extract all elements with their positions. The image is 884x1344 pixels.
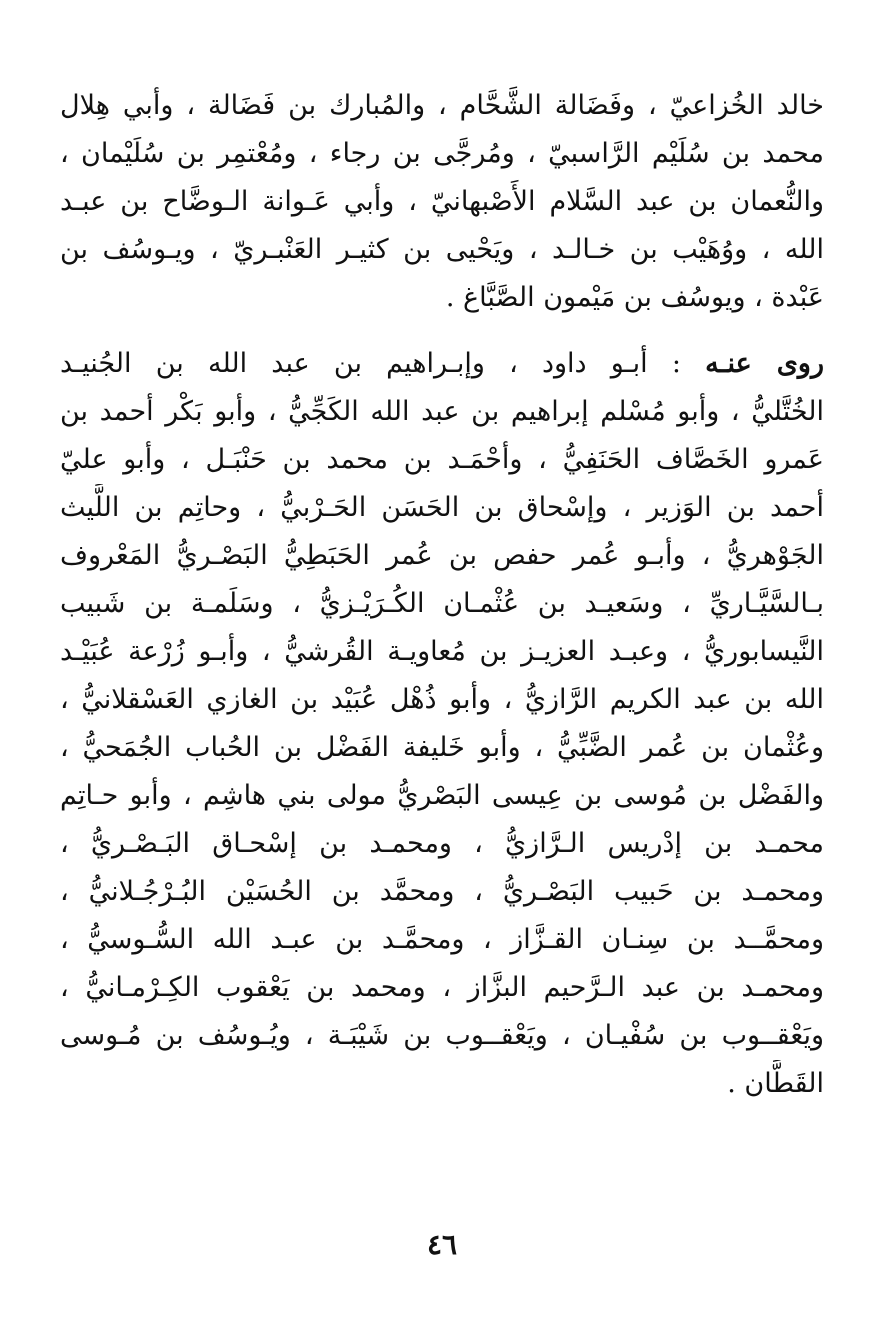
text-line: القَطَّان . [727, 1068, 824, 1099]
text-line: الله ، ووُهَيْب بن خـالـد ، ويَحْيى بن كثيـر العَنْبـريّ ، ويـوسُف بن [60, 234, 824, 265]
text-line: الجَوْهريُّ ، وأبـو عُمر حفص بن عُمر الحَبَطِيُّ البَصْـريُّ المَعْروف [60, 540, 824, 571]
text-line: عَبْدة ، ويوسُف بن مَيْمون الصَّبَّاغ . [445, 282, 824, 313]
text-line: محمـد بن إدْريس الـرَّازيُّ ، ومحمـد بن إسْحـاق البَـصْـريُّ ، [60, 828, 824, 859]
page-number: ٤٦ [426, 1228, 458, 1261]
text-line: عَمرو الخَصَّاف الحَنَفِيُّ ، وأحْمَـد بن محمد بن حَنْبَـل ، وأبو عليّ [60, 444, 824, 475]
text-line: النَّيسابوريُّ ، وعبـد العزيـز بن مُعاويـة القُرشيُّ ، وأبـو زُرْعة عُبَيْـد [60, 636, 824, 667]
paragraph-narrators [60, 340, 824, 1108]
text-line-first [60, 340, 824, 388]
section-label: روى عنـه [705, 348, 824, 379]
text-line: ويَعْقــوب بن سُفْيـان ، ويَعْقــوب بن شَيْبَـة ، ويُـوسُف بن مُـوسى [60, 1020, 824, 1051]
text-line-rest: : أبـو داود ، وإبـراهيم بن عبد الله بن الجُنيـد [60, 348, 681, 379]
text-line: ومحمـد بن عبد الـرَّحيم البزَّاز ، ومحمد بن يَعْقوب الكِـرْمـانيُّ ، [60, 972, 824, 1003]
text-line: وعُثْمان بن عُمر الضَّبِّيُّ ، وأبو خَليفة الفَضْل بن الحُباب الجُمَحيُّ ، [60, 732, 824, 763]
paragraph-teachers [60, 82, 824, 322]
text-line: خالد الخُزاعيّ ، وفَضَالة الشَّحَّام ، والمُبارك بن فَضَالة ، وأبي هِلال [60, 90, 824, 121]
text-line: ومحمـد بن حَبيب البَصْـريُّ ، ومحمَّد بن الحُسَيْن البُـرْجُـلانيُّ ، [60, 876, 824, 907]
text-line: الخُتَّليُّ ، وأبو مُسْلم إبراهيم بن عبد الله الكَجِّيُّ ، وأبو بَكْر أحمد بن [60, 396, 824, 427]
text-line: أحمد بن الوَزير ، وإسْحاق بن الحَسَن الحَـرْبيُّ ، وحاتِم بن اللَّيث [60, 492, 824, 523]
text-line: الله بن عبد الكريم الرَّازيُّ ، وأبو ذُهْل عُبَيْد بن الغازي العَسْقلانيُّ ، [60, 684, 824, 715]
text-line: بـالسَّيَّـاريِّ ، وسَعيـد بن عُثْمـان الكُـرَيْـزيُّ ، وسَلَمـة بن شَبيب [60, 588, 824, 619]
text-line: والفَضْل بن مُوسى بن عِيسى البَصْريُّ مولى بني هاشِم ، وأبو حـاتِم [60, 780, 824, 811]
text-line: والنُّعمان بن عبد السَّلام الأَصْبهانيّ ، وأبي عَـوانة الـوضَّاح بن عبـد [60, 186, 824, 217]
text-line: محمد بن سُلَيْم الرَّاسبيّ ، ومُرجَّى بن رجاء ، ومُعْتمِر بن سُلَيْمان ، [60, 138, 824, 169]
text-line: ومحمَّــد بن سِنـان القـزَّاز ، ومحمَّـد بن عبـد الله السُّـوسيُّ ، [60, 924, 824, 955]
